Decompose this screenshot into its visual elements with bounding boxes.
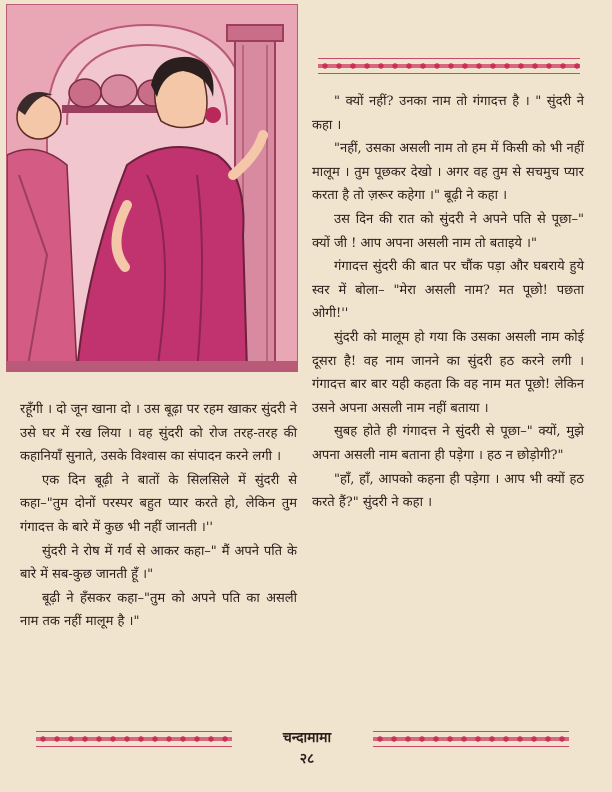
paragraph: सुंदरी ने रोष में गर्व से आकर कहा–" मैं अपने पति के बारे में सब-कुछ जानती हूँ ।": [20, 543, 297, 583]
paragraph: उस दिन की रात को सुंदरी ने अपने पति से पूछा–" क्यों जी ! आप अपना असली नाम तो बताइये ।": [312, 211, 584, 251]
story-illustration: [6, 4, 298, 372]
left-text-column: [20, 398, 297, 634]
two-women-illustration-icon: [7, 5, 297, 371]
page-number: २८: [299, 751, 315, 767]
paragraph: सुंदरी को मालूम हो गया कि उसका असली नाम कोई दूसरा है! वह नाम जानने का सुंदरी हठ करने लगी । गंगादत्त बार बार यही कहता कि वह नाम मत पूछो! लेकिन उसने अपना असली नाम नहीं बताया ।: [312, 329, 584, 416]
paragraph: " क्यों नहीं? उनका नाम तो गंगादत्त है । " सुंदरी ने कहा ।: [312, 94, 584, 133]
right-text-column: [312, 90, 584, 515]
decorative-border-bottom-right: [373, 731, 569, 747]
paragraph: रहूँगी । दो जून खाना दो । उस बूढ़ा पर रहम खाकर सुंदरी ने उसे घर में रख लिया । वह सुंदरी को रोज तरह-तरह की कहानियाँ सुनाते, उसके विश्वास का संपादन करने लगी ।: [20, 402, 297, 465]
decorative-border-top: [318, 58, 580, 74]
magazine-title: चन्दामामा: [282, 730, 332, 746]
paragraph: सुबह होते ही गंगादत्त ने सुंदरी से पूछा–" क्यों, मुझे अपना असली नाम बताना ही पड़ेगा । हठ न छोड़ोगी?": [312, 424, 584, 463]
paragraph: "हाँ, हाँ, आपको कहना ही पड़ेगा । आप भी क्यों हठ करते हैं?" सुंदरी ने कहा ।: [312, 471, 584, 511]
paragraph: "नहीं, उसका असली नाम तो हम में किसी को भी नहीं मालूम । तुम पूछकर देखो । अगर वह तुम से सचमुच प्यार करता है तो ज़रूर कहेगा ।" बूढ़ी ने कहा ।: [312, 141, 584, 204]
paragraph: गंगादत्त सुंदरी की बात पर चौंक पड़ा और घबराये हुये स्वर में बोला– "मेरा असली नाम? मत पूछो! पछता ओगी!'': [312, 259, 584, 322]
decorative-border-bottom-left: [36, 731, 232, 747]
paragraph: बूढ़ी ने हँसकर कहा–"तुम को अपने पति का असली नाम तक नहीं मालूम है ।": [20, 590, 297, 630]
paragraph: एक दिन बूढ़ी ने बातों के सिलसिले में सुंदरी से कहा–"तुम दोनों परस्पर बहुत प्यार करते हो, लेकिन तुम गंगादत्त के बारे में कुछ भी नहीं जानती ।'': [20, 472, 297, 535]
